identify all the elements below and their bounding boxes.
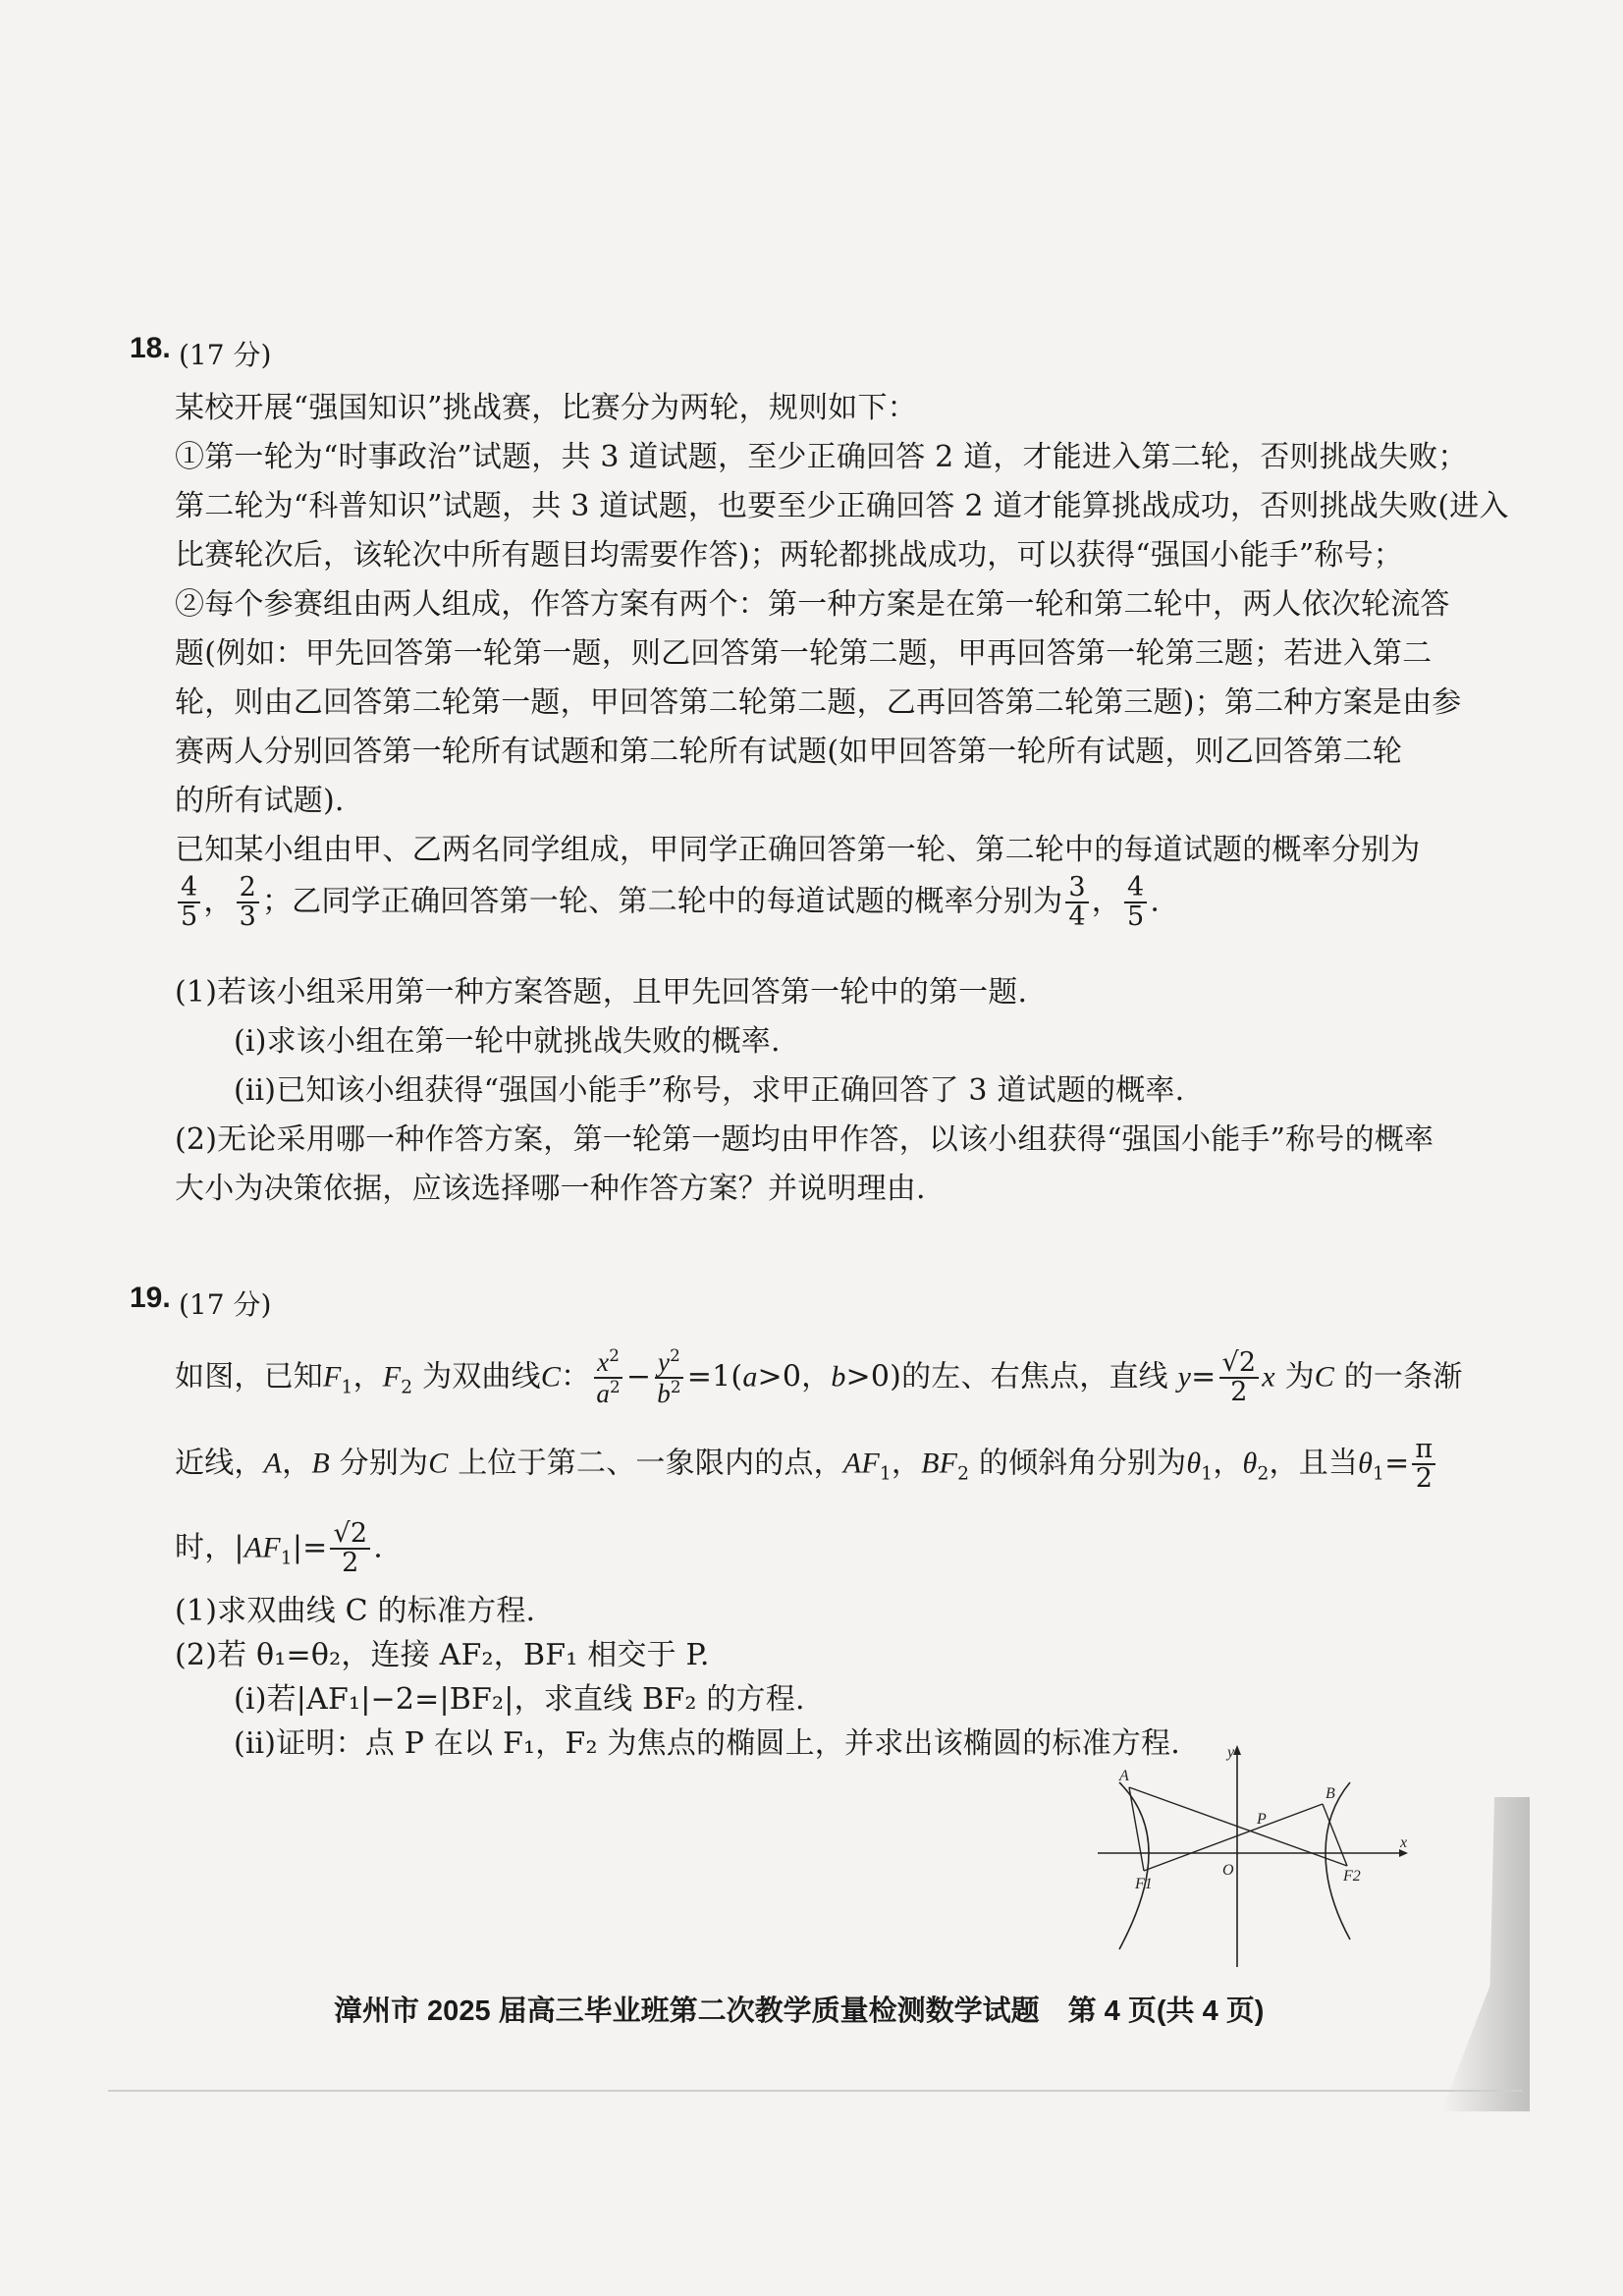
fraction-2-3: $\frac{2}{3}$ [237,874,259,932]
scan-shadow [1441,1797,1530,2111]
q18-line-9: 的所有试题). [175,784,345,818]
line-AF2 [1129,1787,1347,1866]
q18-sub1-i: (ⅰ)求该小组在第一轮中就挑战失败的概率. [234,1024,781,1059]
bottom-divider [108,2090,1522,2092]
q18-sub2-line1: (2)无论采用哪一种作答方案，第一轮第一题均由甲作答，以该小组获得“强国小能手”称号的概率 [175,1122,1434,1157]
q19-score: (17 分) [179,1288,272,1321]
q18-line-4: 比赛轮次后，该轮次中所有题目均需要作答)；两轮都挑战成功，可以获得“强国小能手”称号； [175,538,1403,573]
q18-sub1-ii: (ⅱ)已知该小组获得“强国小能手”称号，求甲正确回答了 3 道试题的概率. [234,1073,1185,1108]
q18-line-8: 赛两人分别回答第一轮所有试题和第二轮所有试题(如甲回答第一轮所有试题，则乙回答第二轮 [175,735,1403,769]
label-A: A [1119,1768,1129,1784]
q19-sub1: (1)求双曲线 C 的标准方程. [175,1594,536,1628]
hyperbola-left-branch [1119,1782,1149,1949]
q18-score: (17 分) [179,339,272,371]
label-F1: F1 [1135,1876,1153,1892]
q18-line-3: 第二轮为“科普知识”试题，共 3 道试题，也要至少正确回答 2 道才能算挑战成功，否则挑战失败(进入 [175,489,1509,523]
q19-line-2: 近线，A，B 分别为C 上位于第二、一象限内的点，$AF_1$，$BF_2$ 的倾斜角分别为$\theta_1$，$\theta_2$，且当$\theta_1=$ $\frac{\pi}{2}$ [175,1436,1438,1494]
q18-line-10: 已知某小组由甲、乙两名同学组成，甲同学正确回答第一轮、第二轮中的每道试题的概率分别为 [175,833,1421,867]
fraction-4-5b: $\frac{4}{5}$ [1124,874,1147,932]
fraction-4-5: $\frac{4}{5}$ [178,874,200,932]
q19-line-3: 时，$|AF_1|=$ $\frac{√2}{2}$ . [175,1518,384,1579]
label-y: y [1227,1744,1235,1761]
hyperbola-right-branch [1325,1782,1350,1940]
q19-sub2-i: (ⅰ)若|AF₁|−2=|BF₂|，求直线 BF₂ 的方程. [234,1682,805,1717]
q19-sub2: (2)若 θ₁=θ₂，连接 AF₂，BF₁ 相交于 P. [175,1638,710,1672]
fraction-3-4: $\frac{3}{4}$ [1065,874,1088,932]
label-F2: F2 [1343,1868,1361,1885]
q18-number: 18. [130,332,171,364]
hyperbola-figure [1090,1743,1414,1969]
q18-line-1: 某校开展“强国知识”挑战赛，比赛分为两轮，规则如下： [175,391,917,425]
label-P: P [1257,1811,1267,1828]
q19-number: 19. [130,1282,171,1314]
q18-line-5: ②每个参赛组由两人组成，作答方案有两个：第一种方案是在第一轮和第二轮中，两人依次轮流答 [175,587,1450,622]
q18-line-6: 题(例如：甲先回答第一轮第一题，则乙回答第一轮第二题，甲再回答第一轮第三题；若进入第二 [175,636,1433,671]
label-x: x [1400,1834,1408,1851]
q18-sub1: (1)若该小组采用第一种方案答题，且甲先回答第一轮中的第一题. [175,975,1028,1010]
q18-line-2: ①第一轮为“时事政治”试题，共 3 道试题，至少正确回答 2 道，才能进入第二轮，否则挑战失败； [175,440,1468,474]
page-footer: 漳州市 2025 届高三毕业班第二次教学质量检测数学试题 第 4 页(共 4 页) [334,1995,1265,2027]
q19-sub2-ii: (ⅱ)证明：点 P 在以 F₁，F₂ 为焦点的椭圆上，并求出该椭圆的标准方程. [234,1726,1180,1761]
label-B: B [1325,1785,1335,1802]
y-axis-arrow [1233,1745,1241,1755]
q18-probability-line: $\frac{4}{5}$ ， $\frac{2}{3}$ ；乙同学正确回答第一轮、第二轮中的每道试题的概率分别为 $\frac{3}{4}$ ， $\frac{4}{5}$ . [175,874,1160,932]
q18-line-7: 轮，则由乙回答第二轮第一题，甲回答第二轮第二题，乙再回答第二轮第三题)；第二种方案是由参 [175,685,1462,720]
label-O: O [1222,1862,1234,1879]
q19-line-1: 如图，已知$F_1$，$F_2$ 为双曲线C： $\frac{x^2}{a^2}$ − $\frac{y^2}{b^2}$ =1(a>0，b>0)的左、右焦点，直线 y= $\frac{√2}{2}$ x 为C 的一条渐 [175,1345,1463,1409]
q18-sub2-line2: 大小为决策依据，应该选择哪一种作答方案？并说明理由. [175,1172,926,1206]
line-BF1 [1144,1804,1323,1871]
line-AF1 [1129,1787,1144,1871]
